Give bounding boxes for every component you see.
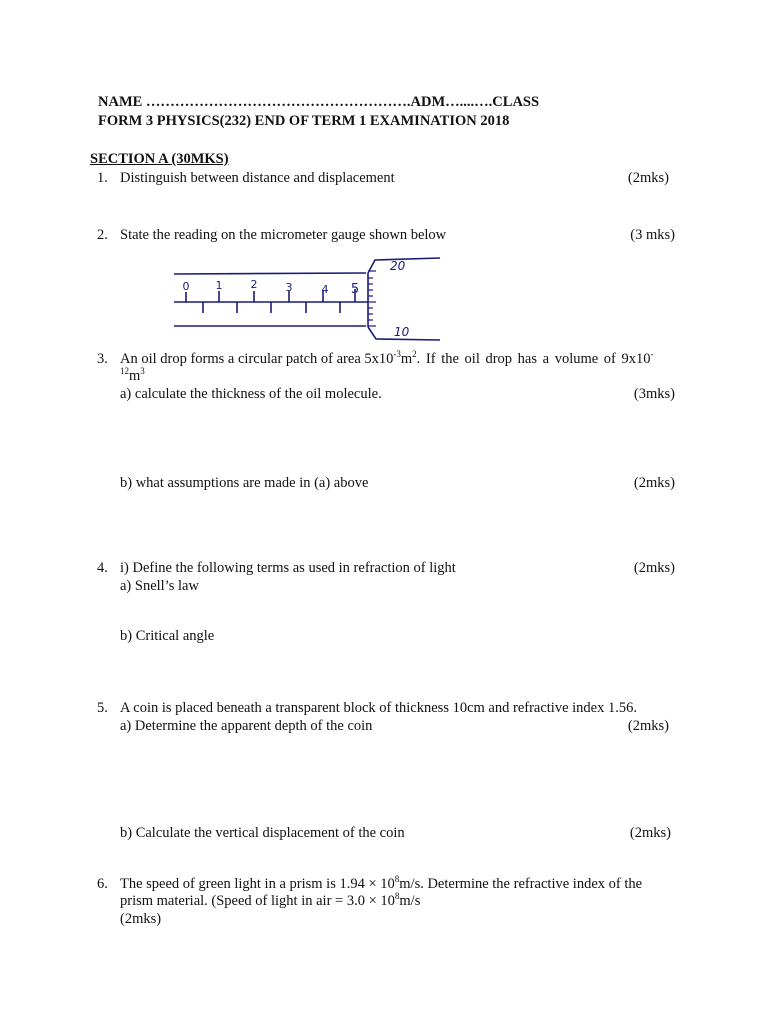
sleeve-upper-ticks [186, 289, 355, 302]
student-info-line: NAME ……………………………………………….ADM…....….CLASS [98, 94, 540, 110]
question-6-number: 6. [97, 876, 108, 892]
sleeve-label-1: 1 [215, 279, 223, 292]
question-3-text: An oil drop forms a circular patch of area $5x10^{-3}m^2$. If the oil drop has a volume of 9x10- [120, 349, 654, 367]
sleeve-label-3: 3 [285, 281, 293, 294]
question-2-marks: (3 mks) [630, 227, 675, 243]
question-5b-text: b) Calculate the vertical displacement of the coin [120, 825, 405, 841]
question-1-marks: (2mks) [627, 170, 669, 186]
question-6-marks: (2mks) [120, 911, 162, 927]
question-4-marks: (2mks) [633, 560, 675, 576]
question-1-number: 1. [97, 170, 108, 186]
exam-title: FORM 3 PHYSICS(232) END OF TERM 1 EXAMINATION 2018 [98, 113, 510, 129]
question-3a-text: a) calculate the thickness of the oil molecule. [120, 386, 382, 402]
question-6-text-cont: prism material. (Speed of light in air = $3.0 \times 10^8m/s$ [120, 891, 421, 909]
sleeve-label-5: 5 [350, 282, 360, 297]
question-4b-text: b) Critical angle [120, 628, 215, 644]
section-a-title: SECTION A (30MKS) [90, 151, 229, 167]
thimble-label-top: 20 [390, 259, 406, 273]
question-3b-text: b) what assumptions are made in (a) above [120, 475, 369, 491]
sleeve-label-2: 2 [250, 278, 258, 291]
question-5a-marks: (2mks) [627, 718, 669, 734]
micrometer-figure [170, 253, 450, 343]
thimble-ticks [368, 271, 376, 326]
question-5-number: 5. [97, 700, 108, 716]
sleeve-label-0: 0 [182, 280, 190, 293]
question-3-text-cont: $^{12}m^3$ [120, 366, 145, 384]
question-4-number: 4. [97, 560, 108, 576]
question-3b-marks: (2mks) [633, 475, 675, 491]
question-5-text: A coin is placed beneath a transparent block of thickness 10cm and refractive index 1.56. [120, 700, 637, 716]
sleeve-label-4: 4 [321, 283, 329, 296]
question-4-text: i) Define the following terms as used in refraction of light [120, 560, 456, 576]
question-4a-text: a) Snell’s law [120, 578, 199, 594]
question-3a-marks: (3mks) [633, 386, 675, 402]
question-5b-marks: (2mks) [629, 825, 671, 841]
thimble-label-bottom: 10 [394, 325, 410, 339]
question-3-number: 3. [97, 351, 108, 367]
sleeve-lower-ticks [203, 302, 340, 313]
question-2-number: 2. [97, 227, 108, 243]
question-6-text: The speed of green light in a prism is $1.94 \times 10^8m/s$. Determine the refractive index of the [120, 874, 643, 892]
question-2-text: State the reading on the micrometer gauge shown below [120, 227, 447, 243]
question-1-text: Distinguish between distance and displacement [120, 170, 395, 186]
question-5a-text: a) Determine the apparent depth of the coin [120, 718, 373, 734]
